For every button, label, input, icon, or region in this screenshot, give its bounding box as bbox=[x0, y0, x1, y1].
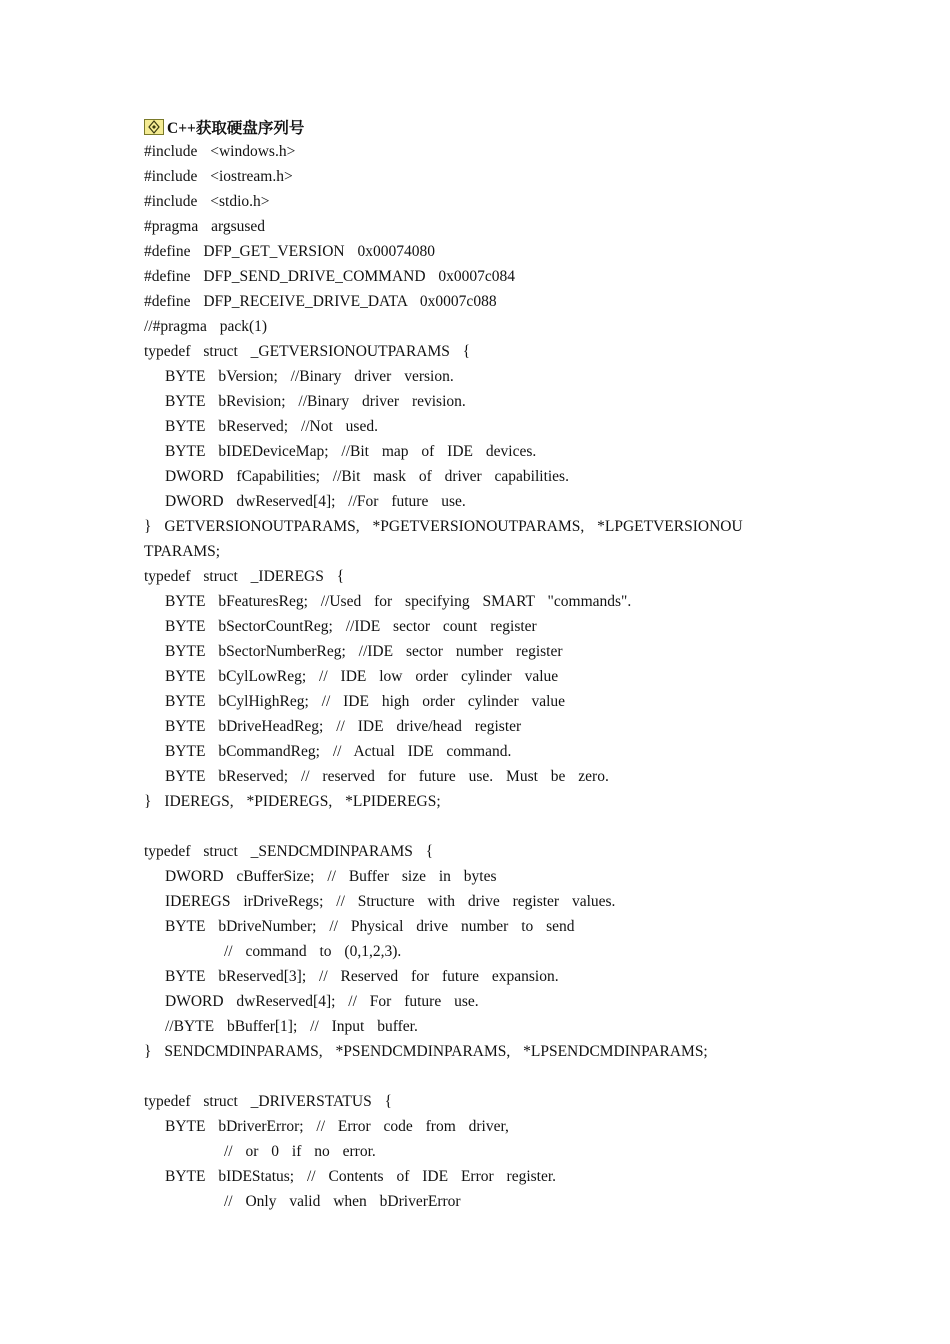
code-line: DWORD fCapabilities; //Bit mask of driver capabilities. bbox=[165, 468, 569, 485]
code-line: } IDEREGS, *PIDEREGS, *LPIDEREGS; bbox=[144, 793, 441, 810]
code-line: TPARAMS; bbox=[144, 543, 221, 560]
code-line: // Only valid when bDriverError bbox=[224, 1193, 461, 1210]
code-line: #define DFP_GET_VERSION 0x00074080 bbox=[144, 243, 435, 260]
code-line: BYTE bCylLowReg; // IDE low order cylinder value bbox=[165, 668, 559, 685]
code-line: // or 0 if no error. bbox=[224, 1143, 376, 1160]
code-line: DWORD dwReserved[4]; //For future use. bbox=[165, 493, 466, 510]
code-line: BYTE bFeaturesReg; //Used for specifying SMART "commands". bbox=[165, 593, 632, 610]
code-line: BYTE bReserved; // reserved for future use. Must be zero. bbox=[165, 768, 609, 785]
code-line: } GETVERSIONOUTPARAMS, *PGETVERSIONOUTPARAMS, *LPGETVERSIONOU bbox=[144, 518, 743, 535]
code-line: #include <iostream.h> bbox=[144, 168, 293, 185]
code-line: #pragma argsused bbox=[144, 218, 266, 235]
code-line: BYTE bReserved; //Not used. bbox=[165, 418, 378, 435]
code-line: BYTE bCommandReg; // Actual IDE command. bbox=[165, 743, 512, 760]
code-line: BYTE bDriveNumber; // Physical drive number to send bbox=[165, 918, 575, 935]
code-line bbox=[144, 814, 824, 839]
code-line: BYTE bDriveHeadReg; // IDE drive/head register bbox=[165, 718, 522, 735]
code-line: IDEREGS irDriveRegs; // Structure with drive register values. bbox=[165, 893, 616, 910]
code-line: typedef struct _IDEREGS { bbox=[144, 568, 345, 585]
code-line: DWORD dwReserved[4]; // For future use. bbox=[165, 993, 479, 1010]
code-line: BYTE bIDEDeviceMap; //Bit map of IDE devices. bbox=[165, 443, 537, 460]
code-line: BYTE bRevision; //Binary driver revision. bbox=[165, 393, 466, 410]
code-line: BYTE bSectorNumberReg; //IDE sector number register bbox=[165, 643, 563, 660]
code-line: } SENDCMDINPARAMS, *PSENDCMDINPARAMS, *LPSENDCMDINPARAMS; bbox=[144, 1043, 708, 1060]
code-line: //BYTE bBuffer[1]; // Input buffer. bbox=[165, 1018, 418, 1035]
code-line: DWORD cBufferSize; // Buffer size in bytes bbox=[165, 868, 497, 885]
code-line bbox=[144, 1064, 824, 1089]
code-line: #include <windows.h> bbox=[144, 143, 296, 160]
document-body bbox=[144, 114, 824, 1214]
code-line: // command to (0,1,2,3). bbox=[224, 943, 402, 960]
code-line: //#pragma pack(1) bbox=[144, 318, 268, 335]
document-title: C++获取硬盘序列号 bbox=[167, 119, 305, 137]
code-line: #define DFP_RECEIVE_DRIVE_DATA 0x0007c088 bbox=[144, 293, 497, 310]
code-line: typedef struct _DRIVERSTATUS { bbox=[144, 1093, 393, 1110]
code-line: BYTE bSectorCountReg; //IDE sector count register bbox=[165, 618, 537, 635]
code-line: BYTE bIDEStatus; // Contents of IDE Error register. bbox=[165, 1168, 557, 1185]
document-title-row bbox=[144, 114, 824, 139]
code-line: BYTE bVersion; //Binary driver version. bbox=[165, 368, 454, 385]
code-line: #include <stdio.h> bbox=[144, 193, 270, 210]
code-line: typedef struct _GETVERSIONOUTPARAMS { bbox=[144, 343, 471, 360]
code-line: BYTE bCylHighReg; // IDE high order cylinder value bbox=[165, 693, 566, 710]
code-line: typedef struct _SENDCMDINPARAMS { bbox=[144, 843, 434, 860]
code-line: BYTE bReserved[3]; // Reserved for future expansion. bbox=[165, 968, 559, 985]
code-listing bbox=[144, 139, 824, 1214]
code-document-icon bbox=[144, 119, 164, 135]
code-line: #define DFP_SEND_DRIVE_COMMAND 0x0007c084 bbox=[144, 268, 516, 285]
code-line: BYTE bDriverError; // Error code from driver, bbox=[165, 1118, 509, 1135]
